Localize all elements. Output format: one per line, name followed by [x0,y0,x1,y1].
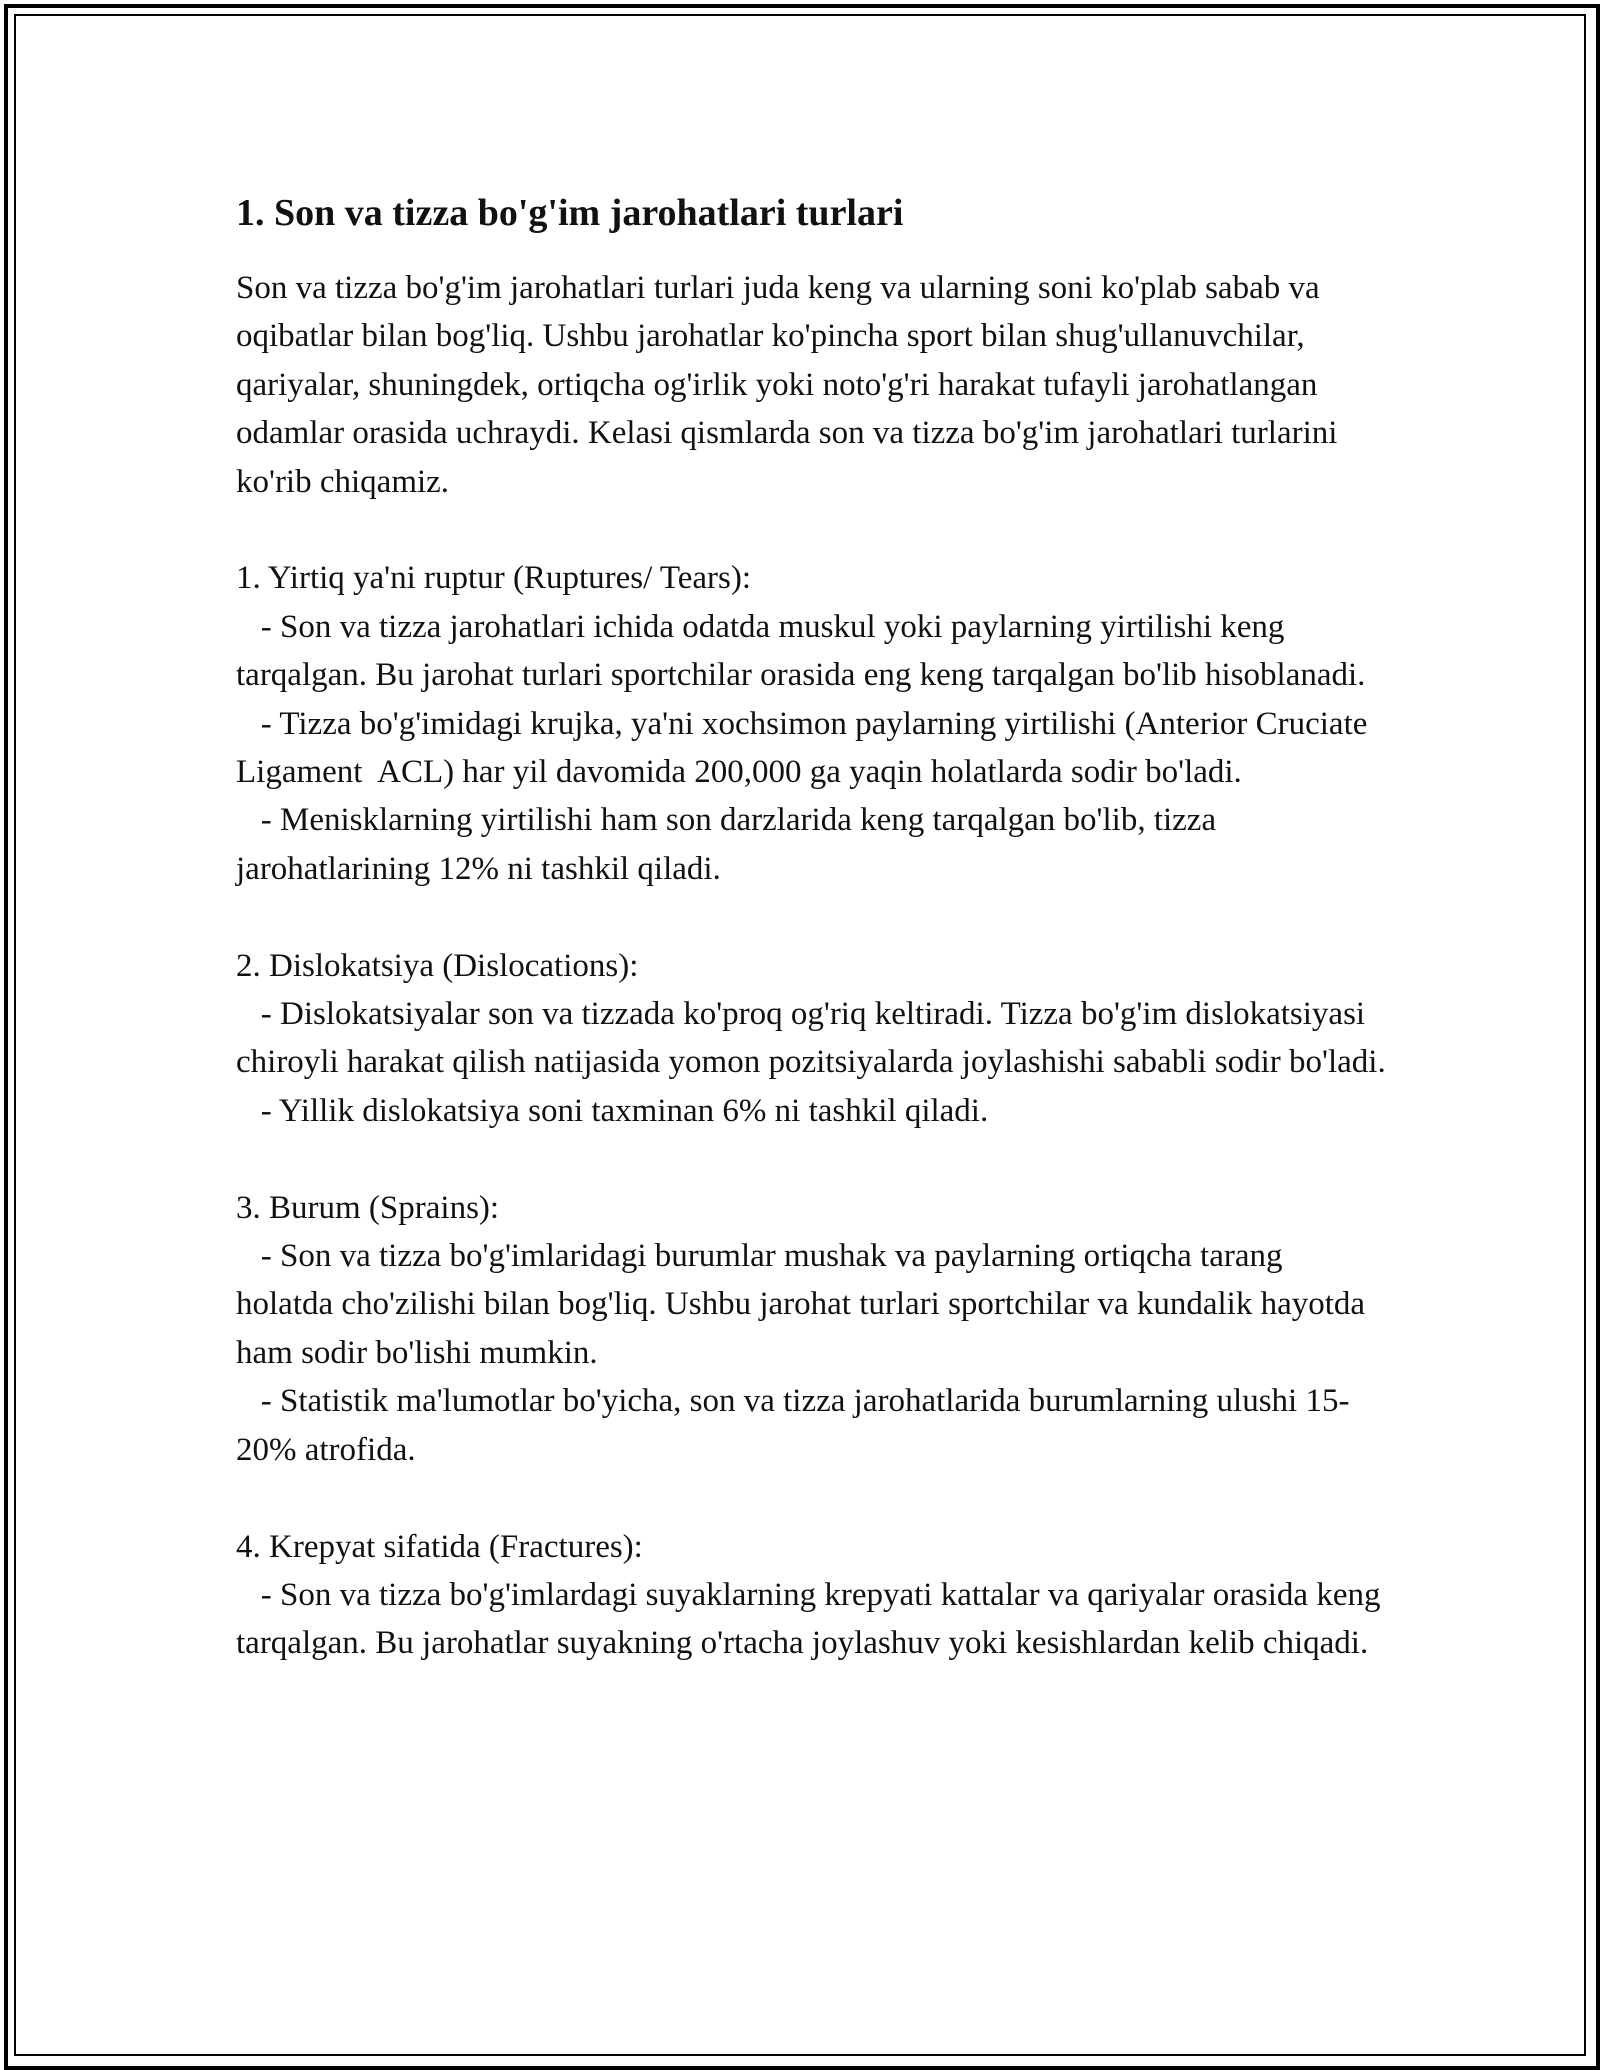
list-item: - Menisklarning yirtilishi ham son darzlarida keng tarqalgan bo'lib, tizza jarohatlarining 12% ni tashkil qiladi. [236,802,1225,887]
list-item: - Tizza bo'g'imidagi krujka, ya'ni xochsimon paylarning yirtilishi (Anterior Cruciate Ligament ACL) har yil davomida 200,000 ga yaqin holatlarda sodir bo'ladi. [236,705,1376,791]
intro-paragraph: Son va tizza bo'g'im jarohatlari turlari juda keng va ularning soni ko'plab sabab va oqibatlar bilan bog'liq. Ushbu jarohatlar ko'pincha sport bilan shug'ullanuvchilar, qariyalar, shuningdek, ortiqcha og'irlik yoki noto'g'ri harakat tufayli jarohatlangan odamlar orasida uchraydi. Kelasi qismlarda son va tizza bo'g'im jarohatlari turlarini ko'rib chiqamiz. [236,270,1338,500]
section-ruptures [236,554,1386,893]
list-item: - Statistik ma'lumotlar bo'yicha, son va tizza jarohatlarida burumlarning ulushi 15-20% atrofida. [236,1383,1350,1468]
section-heading: 3. Burum (Sprains): [236,1189,500,1226]
spacer [236,1474,1386,1522]
list-item: - Yillik dislokatsiya soni taxminan 6% ni tashkil qiladi. [236,1092,989,1129]
list-item: - Son va tizza bo'g'imlaridagi burumlar mushak va paylarning ortiqcha tarang holatda cho'zilishi bilan bog'liq. Ushbu jarohat turlari sportchilar va kundalik hayotda ham sodir bo'lishi mumkin. [236,1238,1374,1371]
document-title: 1. Son va tizza bo'g'im jarohatlari turlari [236,192,904,234]
section-dislocations [236,942,1386,1136]
spacer [236,506,1386,554]
list-item: - Son va tizza bo'g'imlardagi suyaklarning krepyati kattalar va qariyalar orasida keng tarqalgan. Bu jarohatlar suyakning o'rtacha joylashuv yoki kesishlardan kelib chiqadi. [236,1576,1389,1662]
spacer [236,1135,1386,1183]
section-heading: 4. Krepyat sifatida (Fractures): [236,1528,643,1565]
document-body [236,188,1389,1668]
section-heading: 1. Yirtiq ya'ni ruptur (Ruptures/ Tears): [236,560,752,597]
section-sprains [236,1184,1386,1474]
section-fractures [236,1523,1389,1668]
section-heading: 2. Dislokatsiya (Dislocations): [236,947,639,984]
list-item: - Son va tizza jarohatlari ichida odatda muskul yoki paylarning yirtilishi keng tarqalgan. Bu jarohat turlari sportchilar orasida eng keng tarqalgan bo'lib hisoblanadi. [236,608,1366,694]
spacer [236,893,1386,941]
list-item: - Dislokatsiyalar son va tizzada ko'proq og'riq keltiradi. Tizza bo'g'im dislokatsiyasi chiroyli harakat qilish natijasida yomon pozitsiyalarda joylashishi sababli sodir bo'ladi. [236,996,1386,1081]
